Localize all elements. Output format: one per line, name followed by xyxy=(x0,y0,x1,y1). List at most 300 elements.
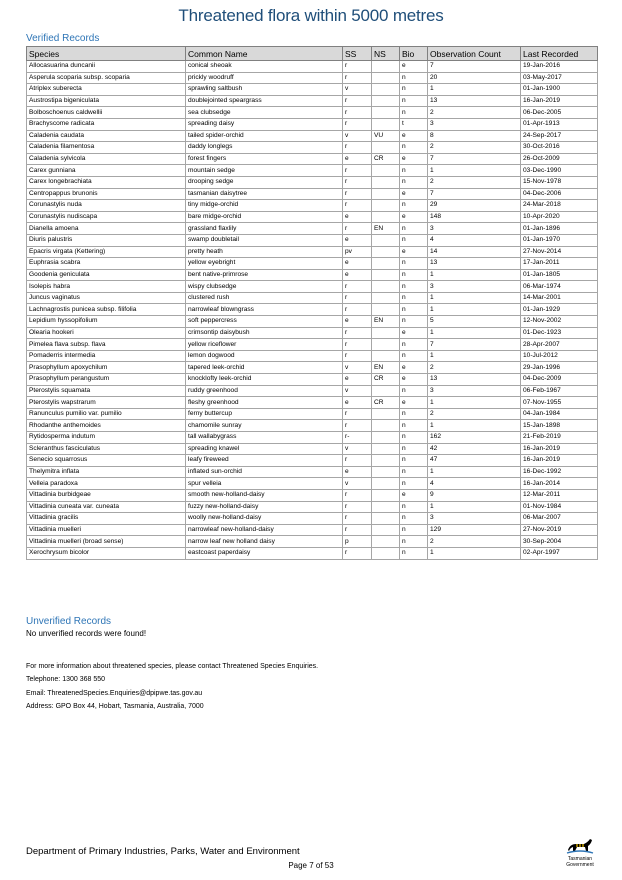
table-row xyxy=(27,397,598,409)
cell-ns: EN xyxy=(372,362,400,374)
cell-ss: r xyxy=(343,547,372,559)
cell-observation-count: 8 xyxy=(428,130,521,142)
cell-last-recorded: 06-Mar-2007 xyxy=(521,513,598,525)
cell-observation-count: 2 xyxy=(428,107,521,119)
cell-species: Corunastylis nudiscapa xyxy=(27,211,186,223)
table-row xyxy=(27,455,598,467)
cell-observation-count: 3 xyxy=(428,223,521,235)
cell-ns xyxy=(372,466,400,478)
cell-species: Scleranthus fasciculatus xyxy=(27,443,186,455)
cell-ss: r xyxy=(343,188,372,200)
table-row xyxy=(27,536,598,548)
cell-species: Velleia paradoxa xyxy=(27,478,186,490)
cell-bio: n xyxy=(400,513,428,525)
cell-common-name: woolly new-holland-daisy xyxy=(186,513,343,525)
cell-common-name: swamp doubletail xyxy=(186,234,343,246)
cell-ns xyxy=(372,84,400,96)
cell-ss: r xyxy=(343,327,372,339)
cell-ss: r xyxy=(343,513,372,525)
table-row xyxy=(27,478,598,490)
cell-last-recorded: 01-Nov-1984 xyxy=(521,501,598,513)
cell-species: Carex longebrachiata xyxy=(27,176,186,188)
cell-species: Euphrasia scabra xyxy=(27,258,186,270)
cell-observation-count: 2 xyxy=(428,176,521,188)
table-row xyxy=(27,258,598,270)
cell-ss: r- xyxy=(343,432,372,444)
cell-bio: n xyxy=(400,501,428,513)
cell-observation-count: 20 xyxy=(428,72,521,84)
cell-ns xyxy=(372,281,400,293)
table-row xyxy=(27,118,598,130)
cell-last-recorded: 03-May-2017 xyxy=(521,72,598,84)
cell-common-name: bent native-primrose xyxy=(186,269,343,281)
cell-species: Vittadinia burbidgeae xyxy=(27,489,186,501)
cell-common-name: lemon dogwood xyxy=(186,350,343,362)
cell-species: Rytidosperma indutum xyxy=(27,432,186,444)
cell-bio: e xyxy=(400,246,428,258)
cell-species: Vittadinia gracilis xyxy=(27,513,186,525)
cell-observation-count: 4 xyxy=(428,234,521,246)
table-body xyxy=(27,61,598,560)
cell-bio: e xyxy=(400,61,428,73)
cell-species: Lachnagrostis punicea subsp. filifolia xyxy=(27,304,186,316)
cell-common-name: tiny midge-orchid xyxy=(186,200,343,212)
cell-bio: n xyxy=(400,455,428,467)
cell-last-recorded: 03-Dec-1990 xyxy=(521,165,598,177)
cell-last-recorded: 12-Mar-2011 xyxy=(521,489,598,501)
table-row xyxy=(27,84,598,96)
cell-last-recorded: 30-Sep-2004 xyxy=(521,536,598,548)
cell-last-recorded: 01-Dec-1923 xyxy=(521,327,598,339)
table-row xyxy=(27,513,598,525)
cell-ns xyxy=(372,350,400,362)
cell-observation-count: 1 xyxy=(428,292,521,304)
cell-species: Goodenia geniculata xyxy=(27,269,186,281)
cell-common-name: narrowleaf blowngrass xyxy=(186,304,343,316)
cell-observation-count: 13 xyxy=(428,95,521,107)
cell-ss: e xyxy=(343,466,372,478)
cell-bio: n xyxy=(400,350,428,362)
cell-observation-count: 7 xyxy=(428,61,521,73)
cell-ns xyxy=(372,142,400,154)
cell-last-recorded: 26-Oct-2009 xyxy=(521,153,598,165)
cell-bio: n xyxy=(400,72,428,84)
cell-ss: r xyxy=(343,304,372,316)
cell-bio: e xyxy=(400,130,428,142)
cell-ss: e xyxy=(343,258,372,270)
cell-observation-count: 4 xyxy=(428,478,521,490)
cell-ns xyxy=(372,234,400,246)
cell-bio: n xyxy=(400,269,428,281)
contact-info-line: For more information about threatened species, please contact Threatened Species Enquiries. xyxy=(26,663,319,670)
cell-common-name: tall wallabygrass xyxy=(186,432,343,444)
cell-observation-count: 1 xyxy=(428,397,521,409)
cell-ns xyxy=(372,478,400,490)
cell-species: Prasophyllum perangustum xyxy=(27,374,186,386)
cell-ss: e xyxy=(343,316,372,328)
cell-species: Ranunculus pumilio var. pumilio xyxy=(27,408,186,420)
cell-ns xyxy=(372,61,400,73)
cell-common-name: tapered leek-orchid xyxy=(186,362,343,374)
cell-ss: v xyxy=(343,478,372,490)
cell-species: Caladenia caudata xyxy=(27,130,186,142)
cell-observation-count: 2 xyxy=(428,142,521,154)
cell-bio: n xyxy=(400,339,428,351)
cell-ns xyxy=(372,536,400,548)
cell-last-recorded: 15-Jan-1898 xyxy=(521,420,598,432)
department-name: Department of Primary Industries, Parks, Water and Environment xyxy=(26,846,300,857)
page-title: Threatened flora within 5000 metres xyxy=(178,6,444,25)
cell-last-recorded: 10-Apr-2020 xyxy=(521,211,598,223)
table-row xyxy=(27,489,598,501)
cell-ns xyxy=(372,269,400,281)
cell-bio: e xyxy=(400,489,428,501)
cell-ns xyxy=(372,211,400,223)
cell-last-recorded: 16-Jan-2014 xyxy=(521,478,598,490)
verified-records-table xyxy=(26,46,598,560)
table-row xyxy=(27,385,598,397)
cell-observation-count: 3 xyxy=(428,385,521,397)
cell-observation-count: 14 xyxy=(428,246,521,258)
cell-bio: n xyxy=(400,95,428,107)
cell-species: Juncus vaginatus xyxy=(27,292,186,304)
table-row xyxy=(27,223,598,235)
cell-ss: r xyxy=(343,420,372,432)
cell-last-recorded: 16-Jan-2019 xyxy=(521,95,598,107)
cell-last-recorded: 01-Jan-1896 xyxy=(521,223,598,235)
table-row xyxy=(27,200,598,212)
cell-last-recorded: 24-Mar-2018 xyxy=(521,200,598,212)
cell-last-recorded: 01-Apr-1913 xyxy=(521,118,598,130)
table-row xyxy=(27,316,598,328)
cell-common-name: yellow eyebright xyxy=(186,258,343,270)
cell-observation-count: 162 xyxy=(428,432,521,444)
cell-observation-count: 29 xyxy=(428,200,521,212)
no-unverified-message: No unverified records were found! xyxy=(26,629,147,638)
cell-species: Pterostylis squamata xyxy=(27,385,186,397)
cell-ss: r xyxy=(343,95,372,107)
cell-last-recorded: 04-Dec-2006 xyxy=(521,188,598,200)
cell-species: Diuris palustris xyxy=(27,234,186,246)
cell-species: Prasophyllum apoxychilum xyxy=(27,362,186,374)
verified-records-heading: Verified Records xyxy=(26,33,100,44)
cell-observation-count: 1 xyxy=(428,165,521,177)
cell-last-recorded: 01-Jan-1970 xyxy=(521,234,598,246)
cell-last-recorded: 01-Jan-1929 xyxy=(521,304,598,316)
cell-last-recorded: 29-Jan-1996 xyxy=(521,362,598,374)
table-row xyxy=(27,165,598,177)
table-row xyxy=(27,281,598,293)
cell-ns xyxy=(372,432,400,444)
cell-ss: r xyxy=(343,501,372,513)
cell-observation-count: 1 xyxy=(428,84,521,96)
cell-ss: e xyxy=(343,374,372,386)
table-row xyxy=(27,524,598,536)
cell-ns xyxy=(372,455,400,467)
cell-common-name: narrow leaf new holland daisy xyxy=(186,536,343,548)
cell-ns xyxy=(372,501,400,513)
cell-ns: VU xyxy=(372,130,400,142)
cell-ns: CR xyxy=(372,397,400,409)
cell-ns xyxy=(372,339,400,351)
cell-ss: v xyxy=(343,130,372,142)
column-header-common-name: Common Name xyxy=(186,47,343,61)
cell-bio: n xyxy=(400,466,428,478)
cell-species: Caladenia sylvicola xyxy=(27,153,186,165)
logo-text-line1: Tasmanian xyxy=(567,856,593,862)
cell-ss: e xyxy=(343,153,372,165)
cell-common-name: drooping sedge xyxy=(186,176,343,188)
logo-text-line2: Government xyxy=(566,862,594,868)
cell-observation-count: 2 xyxy=(428,362,521,374)
cell-species: Lepidium hyssopifolium xyxy=(27,316,186,328)
cell-ns xyxy=(372,385,400,397)
cell-ss: p xyxy=(343,536,372,548)
cell-ns xyxy=(372,420,400,432)
cell-ss: v xyxy=(343,443,372,455)
table-row xyxy=(27,130,598,142)
cell-observation-count: 1 xyxy=(428,466,521,478)
cell-ns xyxy=(372,547,400,559)
cell-common-name: yellow riceflower xyxy=(186,339,343,351)
cell-species: Carex gunniana xyxy=(27,165,186,177)
cell-observation-count: 9 xyxy=(428,489,521,501)
contact-info xyxy=(26,660,318,714)
cell-species: Austrostipa bigeniculata xyxy=(27,95,186,107)
table-row xyxy=(27,246,598,258)
table-row xyxy=(27,72,598,84)
cell-ns xyxy=(372,513,400,525)
cell-bio: n xyxy=(400,432,428,444)
table-row xyxy=(27,547,598,559)
table-row xyxy=(27,234,598,246)
cell-ss: r xyxy=(343,61,372,73)
cell-species: Vittadinia cuneata var. cuneata xyxy=(27,501,186,513)
cell-common-name: bare midge-orchid xyxy=(186,211,343,223)
cell-species: Isolepis habra xyxy=(27,281,186,293)
cell-observation-count: 1 xyxy=(428,501,521,513)
cell-bio: e xyxy=(400,327,428,339)
table-row xyxy=(27,350,598,362)
cell-common-name: ferny buttercup xyxy=(186,408,343,420)
cell-ns xyxy=(372,107,400,119)
table-row xyxy=(27,292,598,304)
cell-species: Olearia hookeri xyxy=(27,327,186,339)
cell-ns xyxy=(372,443,400,455)
cell-common-name: conical sheoak xyxy=(186,61,343,73)
table-row xyxy=(27,408,598,420)
cell-last-recorded: 01-Jan-1805 xyxy=(521,269,598,281)
cell-ss: r xyxy=(343,281,372,293)
cell-ss: r xyxy=(343,350,372,362)
cell-ns xyxy=(372,118,400,130)
page-number: Page 7 of 53 xyxy=(288,861,334,870)
table-row xyxy=(27,142,598,154)
cell-ns xyxy=(372,176,400,188)
cell-bio: n xyxy=(400,536,428,548)
cell-species: Brachyscome radicata xyxy=(27,118,186,130)
cell-species: Pomaderris intermedia xyxy=(27,350,186,362)
cell-observation-count: 2 xyxy=(428,408,521,420)
cell-ss: r xyxy=(343,292,372,304)
cell-common-name: tasmanian daisytree xyxy=(186,188,343,200)
cell-last-recorded: 16-Jan-2019 xyxy=(521,443,598,455)
cell-common-name: fleshy greenhood xyxy=(186,397,343,409)
cell-observation-count: 1 xyxy=(428,269,521,281)
cell-common-name: daddy longlegs xyxy=(186,142,343,154)
cell-ns xyxy=(372,408,400,420)
cell-species: Corunastylis nuda xyxy=(27,200,186,212)
cell-ns xyxy=(372,246,400,258)
cell-observation-count: 7 xyxy=(428,339,521,351)
table-row xyxy=(27,466,598,478)
cell-common-name: chamomile sunray xyxy=(186,420,343,432)
cell-ss: r xyxy=(343,455,372,467)
cell-ss: r xyxy=(343,107,372,119)
column-header-observation-count: Observation Count xyxy=(428,47,521,61)
table-row xyxy=(27,304,598,316)
cell-bio: n xyxy=(400,223,428,235)
table-row xyxy=(27,432,598,444)
cell-bio: n xyxy=(400,292,428,304)
cell-last-recorded: 04-Dec-2009 xyxy=(521,374,598,386)
cell-ns xyxy=(372,292,400,304)
cell-species: Rhodanthe anthemoides xyxy=(27,420,186,432)
cell-bio: t xyxy=(400,118,428,130)
cell-observation-count: 1 xyxy=(428,420,521,432)
cell-ss: r xyxy=(343,142,372,154)
cell-observation-count: 5 xyxy=(428,316,521,328)
table-row xyxy=(27,176,598,188)
table-row xyxy=(27,61,598,73)
cell-common-name: wispy clubsedge xyxy=(186,281,343,293)
table-row xyxy=(27,188,598,200)
cell-bio: e xyxy=(400,211,428,223)
cell-common-name: eastcoast paperdaisy xyxy=(186,547,343,559)
cell-last-recorded: 28-Apr-2007 xyxy=(521,339,598,351)
cell-species: Allocasuarina duncanii xyxy=(27,61,186,73)
cell-ss: r xyxy=(343,72,372,84)
cell-common-name: doublejointed speargrass xyxy=(186,95,343,107)
cell-species: Pimelea flava subsp. flava xyxy=(27,339,186,351)
cell-last-recorded: 14-Mar-2001 xyxy=(521,292,598,304)
cell-bio: n xyxy=(400,176,428,188)
cell-ss: r xyxy=(343,118,372,130)
cell-common-name: fuzzy new-holland-daisy xyxy=(186,501,343,513)
cell-ns: CR xyxy=(372,153,400,165)
cell-bio: e xyxy=(400,362,428,374)
column-header-ss: SS xyxy=(343,47,372,61)
cell-bio: n xyxy=(400,142,428,154)
cell-ss: pv xyxy=(343,246,372,258)
cell-species: Thelymitra inflata xyxy=(27,466,186,478)
table-row xyxy=(27,374,598,386)
cell-observation-count: 3 xyxy=(428,281,521,293)
cell-last-recorded: 17-Jan-2011 xyxy=(521,258,598,270)
cell-common-name: spreading knawel xyxy=(186,443,343,455)
cell-bio: n xyxy=(400,524,428,536)
cell-observation-count: 1 xyxy=(428,327,521,339)
cell-last-recorded: 19-Jan-2016 xyxy=(521,61,598,73)
column-header-last-recorded: Last Recorded xyxy=(521,47,598,61)
cell-observation-count: 13 xyxy=(428,258,521,270)
cell-bio: n xyxy=(400,385,428,397)
contact-telephone: Telephone: 1300 368 550 xyxy=(26,676,106,684)
cell-ss: r xyxy=(343,339,372,351)
cell-last-recorded: 16-Dec-1992 xyxy=(521,466,598,478)
cell-species: Caladenia filamentosa xyxy=(27,142,186,154)
cell-species: Pterostylis wapstrarum xyxy=(27,397,186,409)
cell-bio: n xyxy=(400,234,428,246)
column-header-species: Species xyxy=(27,47,186,61)
cell-species: Bolboschoenus caldwellii xyxy=(27,107,186,119)
cell-ns: CR xyxy=(372,374,400,386)
cell-common-name: smooth new-holland-daisy xyxy=(186,489,343,501)
cell-bio: n xyxy=(400,281,428,293)
cell-common-name: prickly woodruff xyxy=(186,72,343,84)
cell-common-name: soft peppercress xyxy=(186,316,343,328)
cell-last-recorded: 30-Oct-2016 xyxy=(521,142,598,154)
cell-ss: v xyxy=(343,362,372,374)
table-row xyxy=(27,95,598,107)
tasmanian-government-logo xyxy=(558,836,602,868)
cell-bio: n xyxy=(400,304,428,316)
cell-bio: e xyxy=(400,153,428,165)
cell-ss: v xyxy=(343,84,372,96)
table-row xyxy=(27,153,598,165)
cell-species: Centropappus brunonis xyxy=(27,188,186,200)
cell-species: Vittadinia muelleri xyxy=(27,524,186,536)
cell-ss: r xyxy=(343,176,372,188)
cell-common-name: inflated sun-orchid xyxy=(186,466,343,478)
cell-observation-count: 2 xyxy=(428,536,521,548)
cell-ns xyxy=(372,188,400,200)
cell-observation-count: 1 xyxy=(428,350,521,362)
cell-ss: r xyxy=(343,165,372,177)
cell-last-recorded: 24-Sep-2017 xyxy=(521,130,598,142)
cell-species: Asperula scoparia subsp. scoparia xyxy=(27,72,186,84)
cell-bio: n xyxy=(400,420,428,432)
cell-ss: r xyxy=(343,524,372,536)
cell-last-recorded: 10-Jul-2012 xyxy=(521,350,598,362)
cell-common-name: spreading daisy xyxy=(186,118,343,130)
table-row xyxy=(27,420,598,432)
table-row xyxy=(27,327,598,339)
cell-ss: r xyxy=(343,408,372,420)
cell-bio: n xyxy=(400,258,428,270)
cell-last-recorded: 27-Nov-2014 xyxy=(521,246,598,258)
table-row xyxy=(27,501,598,513)
unverified-records-heading: Unverified Records xyxy=(26,616,112,627)
cell-species: Xerochrysum bicolor xyxy=(27,547,186,559)
cell-ns xyxy=(372,304,400,316)
cell-bio: n xyxy=(400,316,428,328)
cell-observation-count: 1 xyxy=(428,547,521,559)
contact-address: Address: GPO Box 44, Hobart, Tasmania, Australia, 7000 xyxy=(26,703,204,711)
cell-bio: n xyxy=(400,547,428,559)
cell-ns xyxy=(372,524,400,536)
cell-observation-count: 3 xyxy=(428,118,521,130)
cell-observation-count: 47 xyxy=(428,455,521,467)
cell-last-recorded: 01-Jan-1900 xyxy=(521,84,598,96)
cell-species: Epacris virgata (Kettering) xyxy=(27,246,186,258)
table-row xyxy=(27,339,598,351)
column-header-bio: Bio xyxy=(400,47,428,61)
cell-species: Atriplex suberecta xyxy=(27,84,186,96)
cell-observation-count: 1 xyxy=(428,304,521,316)
cell-last-recorded: 06-Mar-1974 xyxy=(521,281,598,293)
cell-last-recorded: 02-Apr-1997 xyxy=(521,547,598,559)
